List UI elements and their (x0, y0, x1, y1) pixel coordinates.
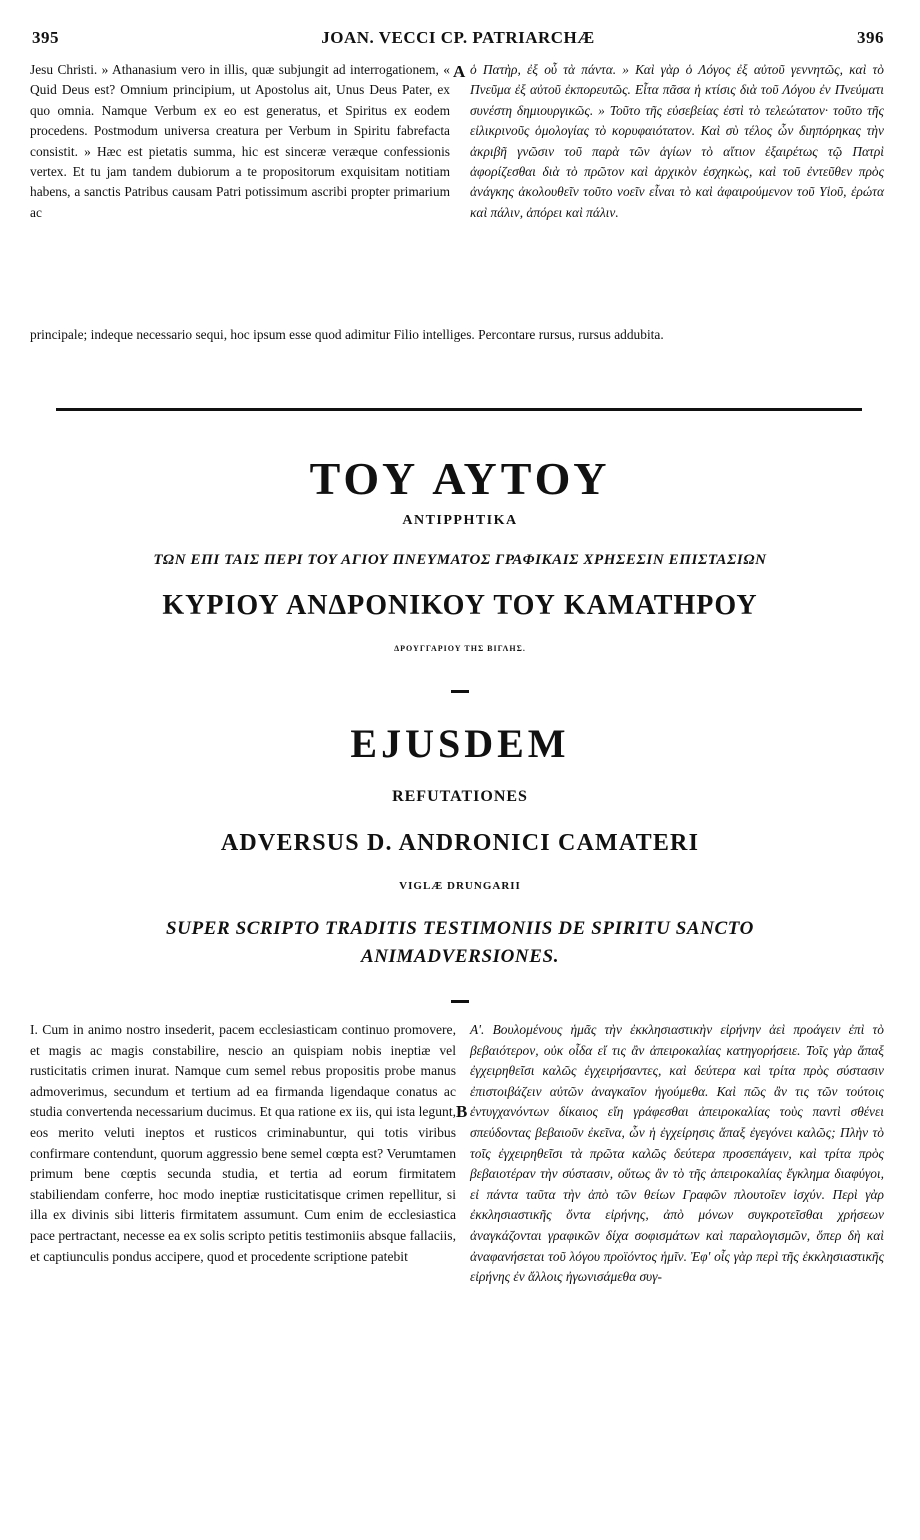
section-divider-rule (56, 408, 862, 411)
latin-continuation (30, 325, 884, 345)
latin-title-line: SUPER SCRIPTO TRADITIS TESTIMONIIS DE SPIRITU SANCTO ANIMADVERSIONES. (166, 918, 754, 967)
body-separator-dash (451, 1000, 469, 1003)
latin-author-name: ADVERSUS D. ANDRONICI CAMATERI (220, 830, 700, 856)
latin-continuation-text: principale; indeque necessario sequi, hoc ipsum esse quod adimitur Filio intelliges. Percontare rursus, rursus addubita. (30, 327, 664, 342)
greek-main-title: ΤΟΥ ΑΥΤΟΥ (309, 453, 611, 504)
latin-column-bottom (30, 1020, 456, 1267)
margin-marker-b: B (456, 1102, 468, 1121)
latin-subtitle: REFUTATIONES (392, 788, 528, 805)
greek-paragraph-top: ὁ Πατὴρ, ἐξ οὗ τὰ πάντα. » Καὶ γὰρ ὁ Λόγος ἐξ αὐτοῦ γεννητῶς, καὶ τὸ Πνεῦμα ἐξ αὐτοῦ ἐκπορευτῶς. Εἶτα πᾶσα ἡ κτίσις διὰ τοῦ Λόγου ἐν Πνεύματι συνέστη δημιουργικῶς. » Τοῦτο τῆς εὐσεβείας ἐστὶ τὸ τελεώτατον· τοῦτο τῆς εἰλικρινοῦς ὁμολογίας τὸ κορυφαιότατον. Καὶ σὺ τέλος ὧν διηπόρηκας τὴν ἀκριβῆ γνῶσιν τοῦ παρὰ τῶν ἁγίων τὸ αἴτιον ἐξαιρέτως τῷ Πατρὶ ἀφορίζεσθαι διὰ τὸ πρῶτον καὶ ἀρχικὸν ἐσχηκὼς, καὶ τοῦ ἐντεῦθεν πρὸς ἀνάγκης ἀκολουθεῖν τοῦτο νοεῖν εἶναι τὸ καὶ ἀφαιρούμενον τοῦ Υἱοῦ, ἐρώτα καὶ πάλιν, ἀπόρει καὶ πάλιν. (470, 62, 884, 220)
page-number-left: 395 (32, 28, 59, 47)
greek-paragraph-bottom: Α'. Βουλομένους ἡμᾶς τὴν ἐκκλησιαστικὴν εἰρήνην ἀεὶ προάγειν ἐπὶ τὸ βεβαιότερον, οὐκ οἶδα εἴ τις ἂν ἀπειροκαλίας κατηγορήσειε. Τοῖς γὰρ ἅπαξ ἐγχειρηθεῖσι καλῶς ἐγχειρήσαντες, καὶ δεύτερα καὶ τρίτα πρὸς σύστασιν ἐπιστοιβάζειν αὐτῶν ἀναγκαῖον ἡγούμεθα. Καὶ πῶς ἂν τις τῶν τούτοις ἐντυγχανόντων δίκαιος εἴη γράφεσθαι ἀπειροκαλίας τοὺς παντὶ σθένει σπεύδοντας βεβαιοῦν ἐκεῖνα, ὧν ἡ ἐγχείρησις ἅπαξ ἐγεγόνει καλῶς; Πλὴν τὸ τοῖς ἐγχειρηθεῖσι τὰ πρῶτα καλῶς δεύτερα προσεπάγειν, καὶ τρίτα πρὸς βεβαιοτέραν τὴν σύστασιν, οὕτως ἂν τὸ τῆς ἀπειροκαλίας ἔγκλημα διαφύγοι, εἰ πάντα ταῦτα τὴν ἀπὸ τῶν θείων Γραφῶν πλουτοῖεν ἰσχύν. Περὶ γὰρ ἐκκλησιαστικῆς ὄντα εἰρήνης, ἀπὸ μόνων συγκροτεῖσθαι χρήσεων ἀναγκάζονται γραφικῶν δίχα σοφισμάτων καὶ παραλογισμῶν, ὅπερ δὴ καὶ ἀναφανήσεται τοῦ λόγου προϊόντος ἡμῖν. Ἐφ' οἷς γὰρ περὶ τῆς ἐκκλησιαστικῆς εἰρήνης ἐν ἄλλοις ἠγωνισάμεθα συγ- (470, 1022, 884, 1285)
latin-column-top (30, 60, 450, 223)
latin-author-office: VIGLÆ DRUNGARII (399, 880, 521, 892)
latin-paragraph-top: Jesu Christi. » Athanasium vero in illis, quæ subjungit ad interrogationem, « Quid Deus est? Omnium principium, ut Apostolus ait, Unus Deus Pater, ex quo omnia. Namque Verbum ex eo est generatus, et Spiritus ex eodem procedens. Postmodum universa creatura per Verbum in Spiritu fabrefacta consistit. » Hæc est pietatis summa, hic est sinceræ veræque confessionis vertex. Et tu jam tandem dubiorum a te propositorum exquisitam notitiam habens, a sanctis Patribus causam Patri potissimum ascribi propter primarium ac (30, 62, 450, 220)
greek-column-bottom (470, 1020, 884, 1288)
greek-author-office: ΔΡΟΥΓΓΑΡΙΟΥ ΤΗΣ ΒΙΓΛΗΣ. (394, 644, 526, 653)
title-separator-dash (451, 690, 469, 693)
greek-subtitle: ΑΝΤΙΡΡΗΤΙΚΑ (402, 513, 518, 528)
greek-column-top (470, 60, 884, 223)
page-number-right: 396 (857, 28, 884, 47)
running-title: JOAN. VECCI CP. PATRIARCHÆ (321, 28, 595, 47)
latin-paragraph-bottom: I. Cum in animo nostro insederit, pacem ecclesiasticam continuo promovere, et magis ac magis constabilire, nescio an quispiam nobis ineptiæ vel rusticitatis crimen inurat. Namque cum semel rebus propositis probe manus admoverimus, secundum et tertium ad ea firmanda ligendaque conatus ac studia convertenda necessarium ducimus. Et qua ratione ex iis, qui ista legunt, eos merito veluti ineptos et rusticos criminabuntur, qui totis viribus confirmare contendunt, quorum aggressio bene semel cœpta est? Verumtamen primum bene cœptis secunda studia, et tertia ad eorum firmitatem stabiliendam conferre, hoc modo ineptiæ rusticitatisque crimen repellitur, si illa ex divinis sibi litteris firmitatem assumunt. Cum enim de ecclesiastica pace pertractant, necesse ea ex solis scripto petitis testimoniis absque fallaciis, et captiunculis pondus accipere, quod et procedente scriptione patebit (30, 1022, 456, 1264)
page-header (32, 28, 884, 52)
greek-title-line: ΤΩΝ ΕΠΙ ΤΑΙΣ ΠΕΡΙ ΤΟΥ ΑΓΙΟΥ ΠΝΕΥΜΑΤΟΣ ΓΡΑΦΙΚΑΙΣ ΧΡΗΣΕΣΙΝ ΕΠΙΣΤΑΣΙΩΝ (153, 552, 767, 568)
latin-main-title: EJUSDEM (350, 721, 570, 766)
margin-marker-a: A (453, 62, 466, 81)
greek-author-name: ΚΥΡΙΟΥ ΑΝΔΡΟΝΙΚΟΥ ΤΟΥ ΚΑΜΑΤΗΡΟΥ (162, 590, 758, 621)
